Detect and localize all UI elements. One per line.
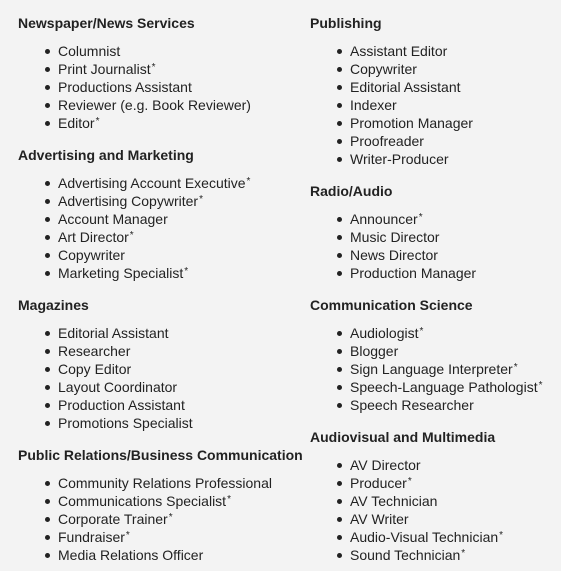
section-publishing (310, 0, 560, 168)
job-title: AV Director (350, 457, 421, 473)
job-title: Editorial Assistant (350, 79, 461, 95)
job-list-item (310, 546, 560, 564)
job-list-item (310, 60, 560, 78)
asterisk-marker: * (419, 326, 424, 337)
job-list (310, 42, 560, 168)
job-list-item (18, 174, 308, 192)
job-title: Promotion Manager (350, 115, 473, 131)
job-title: Producer (350, 475, 407, 491)
job-title: Production Assistant (58, 397, 185, 413)
job-title: Communications Specialist (58, 493, 227, 509)
job-list-item (310, 492, 560, 510)
section-heading: Newspaper/News Services (18, 15, 195, 31)
job-list-item (18, 60, 308, 78)
job-title: Speech-Language Pathologist (350, 379, 538, 395)
section-advertising-and-marketing (18, 132, 308, 282)
job-title: Productions Assistant (58, 79, 192, 95)
job-list (18, 42, 308, 132)
job-title: Promotions Specialist (58, 415, 193, 431)
job-list-item (18, 324, 308, 342)
job-list-item (310, 324, 560, 342)
job-list (310, 324, 560, 414)
job-title: Editorial Assistant (58, 325, 169, 341)
job-list-item (18, 528, 308, 546)
job-title: Columnist (58, 43, 121, 59)
job-list-item (18, 78, 308, 96)
job-list-item (310, 96, 560, 114)
job-list (310, 210, 560, 282)
job-list-item (18, 510, 308, 528)
job-title: Sign Language Interpreter (350, 361, 513, 377)
section-heading: Magazines (18, 297, 89, 313)
job-list-item (310, 228, 560, 246)
section-heading: Advertising and Marketing (18, 147, 194, 163)
job-list-item (18, 192, 308, 210)
job-list-item (18, 264, 308, 282)
job-title: Sound Technician (350, 547, 461, 563)
job-list-item (18, 396, 308, 414)
section-communication-science (310, 282, 560, 414)
asterisk-marker: * (513, 362, 518, 373)
job-title: Layout Coordinator (58, 379, 178, 395)
job-list-item (18, 414, 308, 432)
section-heading: Communication Science (310, 297, 473, 313)
job-list-item (18, 42, 308, 60)
job-list-item (310, 78, 560, 96)
job-list-item (310, 342, 560, 360)
job-title: Proofreader (350, 133, 424, 149)
section-newspaper-news-services (18, 0, 308, 132)
job-list-item (310, 210, 560, 228)
job-list-item (18, 360, 308, 378)
job-list-item (18, 228, 308, 246)
job-list-item (18, 492, 308, 510)
job-title: Copywriter (58, 247, 125, 263)
section-heading: Radio/Audio (310, 183, 393, 199)
job-list-item (310, 246, 560, 264)
job-title: Assistant Editor (350, 43, 448, 59)
section-heading: Public Relations/Business Communication (18, 447, 303, 463)
section-public-relations-business-communication (18, 432, 308, 564)
asterisk-marker: * (246, 176, 251, 187)
section-radio-audio (310, 168, 560, 282)
section-heading: Audiovisual and Multimedia (310, 429, 496, 445)
asterisk-marker: * (499, 530, 504, 541)
job-title: Community Relations Professional (58, 475, 272, 491)
job-list (18, 324, 308, 432)
job-title: Researcher (58, 343, 131, 359)
job-list-item (18, 96, 308, 114)
job-title: Music Director (350, 229, 440, 245)
job-title: Account Manager (58, 211, 168, 227)
job-list-item (18, 546, 308, 564)
job-list (18, 474, 308, 564)
asterisk-marker: * (407, 476, 412, 487)
asterisk-marker: * (95, 116, 100, 127)
job-list-item (18, 378, 308, 396)
left-column (18, 0, 308, 564)
job-list-item (310, 132, 560, 150)
job-list-item (310, 456, 560, 474)
job-list-item (310, 42, 560, 60)
job-title: Media Relations Officer (58, 547, 204, 563)
job-title: Corporate Trainer (58, 511, 168, 527)
job-list-item (310, 510, 560, 528)
job-list-item (18, 210, 308, 228)
asterisk-marker: * (151, 62, 156, 73)
asterisk-marker: * (538, 380, 543, 391)
job-title: AV Technician (350, 493, 438, 509)
job-list-item (310, 360, 560, 378)
job-list (310, 456, 560, 564)
job-title: Production Manager (350, 265, 477, 281)
job-title: Audiologist (350, 325, 419, 341)
section-heading: Publishing (310, 15, 382, 31)
asterisk-marker: * (418, 212, 423, 223)
job-title: Marketing Specialist (58, 265, 184, 281)
asterisk-marker: * (129, 230, 134, 241)
job-title: News Director (350, 247, 438, 263)
asterisk-marker: * (168, 512, 173, 523)
job-title: Speech Researcher (350, 397, 474, 413)
asterisk-marker: * (461, 548, 466, 559)
job-title: AV Writer (350, 511, 409, 527)
job-list-item (310, 264, 560, 282)
job-list-item (18, 342, 308, 360)
job-list-item (310, 114, 560, 132)
section-audiovisual-and-multimedia (310, 414, 560, 564)
job-list-item (310, 378, 560, 396)
job-title: Copy Editor (58, 361, 132, 377)
job-list-item (310, 528, 560, 546)
asterisk-marker: * (199, 194, 203, 205)
job-title: Editor (58, 115, 95, 131)
asterisk-marker: * (227, 494, 231, 505)
right-column (310, 0, 560, 564)
job-title: Print Journalist (58, 61, 151, 77)
job-title: Writer-Producer (350, 151, 449, 167)
job-list-item (310, 396, 560, 414)
job-list (18, 174, 308, 282)
job-title: Fundraiser (58, 529, 125, 545)
job-title: Art Director (58, 229, 129, 245)
job-title: Indexer (350, 97, 397, 113)
job-title: Blogger (350, 343, 399, 359)
job-title: Announcer (350, 211, 418, 227)
job-title: Copywriter (350, 61, 417, 77)
job-list-item (310, 150, 560, 168)
section-magazines (18, 282, 308, 432)
job-title: Advertising Account Executive (58, 175, 246, 191)
job-title: Reviewer (e.g. Book Reviewer) (58, 97, 251, 113)
job-title: Audio-Visual Technician (350, 529, 499, 545)
job-list-item (310, 474, 560, 492)
asterisk-marker: * (184, 266, 189, 277)
job-title: Advertising Copywriter (58, 193, 199, 209)
job-list-item (18, 114, 308, 132)
job-list-item (18, 474, 308, 492)
asterisk-marker: * (125, 530, 130, 541)
job-list-item (18, 246, 308, 264)
